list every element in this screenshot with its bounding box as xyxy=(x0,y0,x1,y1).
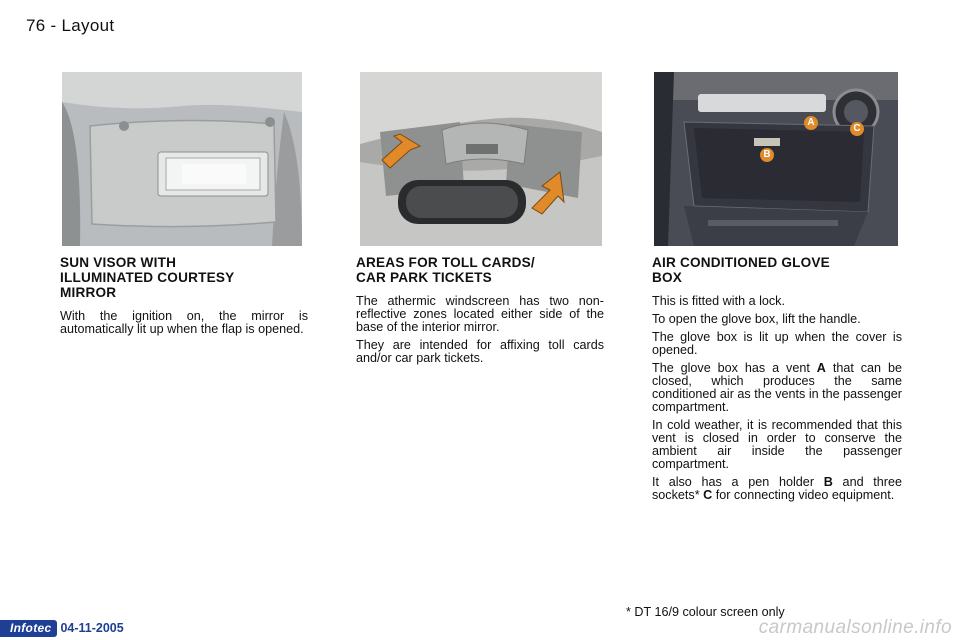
print-date: 04-11-2005 xyxy=(60,621,124,635)
glove-box-text-6: It also has a pen holder B and three sockets* C for connecting video equipment. xyxy=(652,475,902,502)
footer xyxy=(0,619,124,637)
header-separator: - xyxy=(50,16,57,35)
sun-visor-photo xyxy=(62,72,302,246)
glove-box-section xyxy=(652,255,902,507)
watermark: carmanualsonline.info xyxy=(758,617,952,638)
toll-card-areas-photo xyxy=(360,72,602,246)
toll-cards-text-2: They are intended for affixing toll cards and/or car park tickets. xyxy=(356,338,604,365)
label-c-badge: C xyxy=(850,122,864,136)
glove-box-text-4: The glove box has a vent A that can be closed, which produces the same conditioned air as the vents in the passenger compartment. xyxy=(652,361,902,414)
page-header xyxy=(26,16,114,36)
footnote: * DT 16/9 colour screen only xyxy=(626,605,785,619)
brand-logo: Infotec xyxy=(0,620,57,637)
sun-visor-text: With the ignition on, the mirror is automatically lit up when the flap is opened. xyxy=(60,309,308,336)
toll-cards-text-1: The athermic windscreen has two non-reflective zones located either side of the base of the interior mirror. xyxy=(356,294,604,334)
glove-box-photo xyxy=(654,72,898,246)
sun-visor-section xyxy=(60,255,308,341)
label-b-badge: B xyxy=(760,148,774,162)
section-title: Layout xyxy=(61,16,115,35)
page-number: 76 xyxy=(26,16,46,35)
glove-box-text-1: This is fitted with a lock. xyxy=(652,294,785,308)
glove-box-title: AIR CONDITIONED GLOVE BOX xyxy=(652,255,830,285)
glove-box-text-5: In cold weather, it is recommended that this vent is closed in order to conserve the ambient air inside the passenger compartment. xyxy=(652,418,902,471)
toll-cards-section xyxy=(356,255,604,370)
sun-visor-title: SUN VISOR WITH ILLUMINATED COURTESY MIRROR xyxy=(60,255,235,300)
glove-box-text-2: To open the glove box, lift the handle. xyxy=(652,312,861,326)
label-a-badge: A xyxy=(804,116,818,130)
toll-cards-title: AREAS FOR TOLL CARDS/ CAR PARK TICKETS xyxy=(356,255,535,285)
glove-box-text-3: The glove box is lit up when the cover is opened. xyxy=(652,330,902,357)
